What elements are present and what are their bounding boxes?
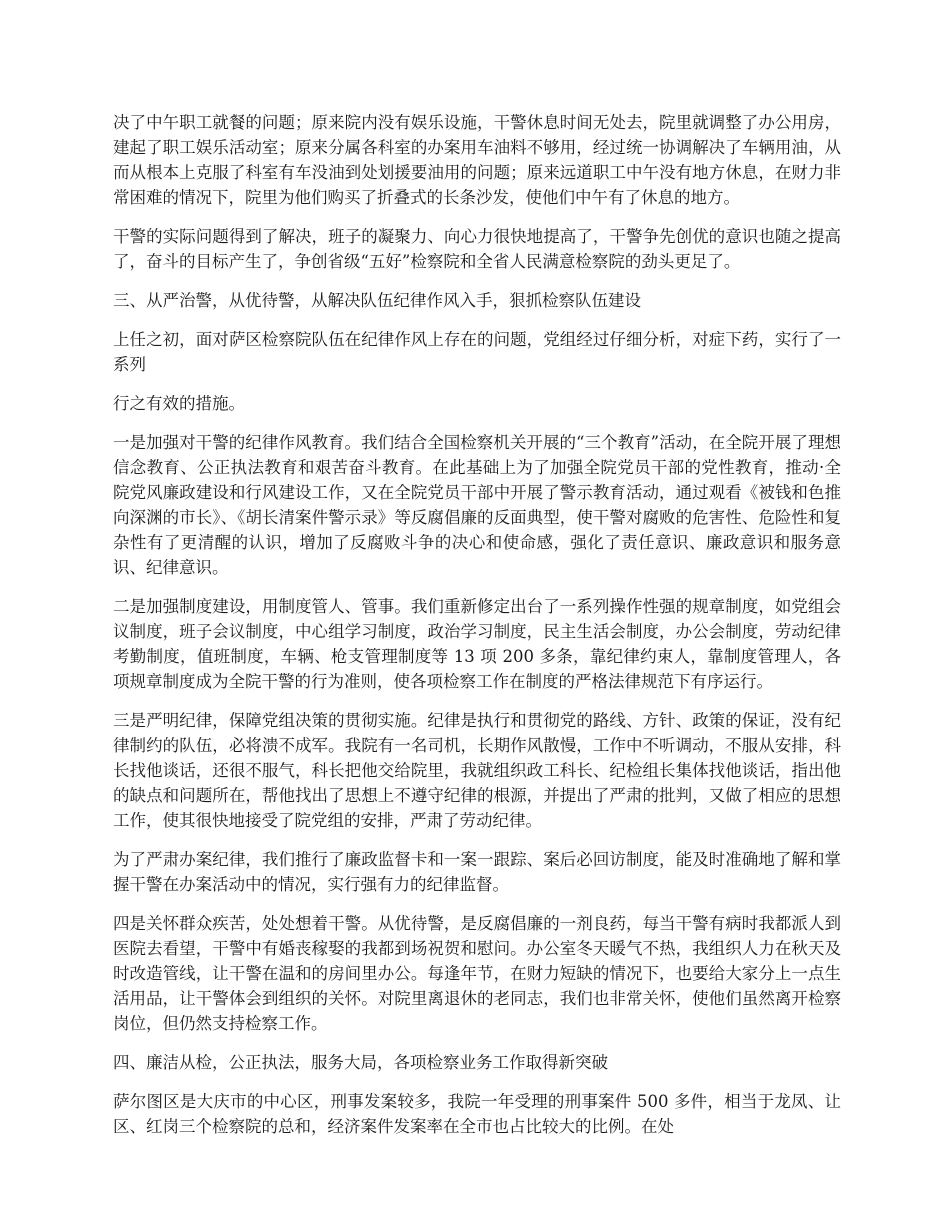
section-heading: 三、从严治警，从优待警，从解决队伍纪律作风入手，狠抓检察队伍建设 xyxy=(113,291,641,310)
paragraph: 干警的实际问题得到了解决，班子的凝聚力、向心力很快地提高了，干警争先创优的意识也随之提高了，奋斗的目标产生了，争创省级“五好”检察院和全省人民满意检察院的劲头更足了。 xyxy=(113,227,841,271)
paragraph: 三是严明纪律，保障党组决策的贯彻实施。纪律是执行和贯彻党的路线、方针、政策的保证，没有纪律制约的队伍，必将溃不成军。我院有一名司机，长期作风散慢，工作中不听调动，不服从安排，科长找他谈话，还很不服气，科长把他交给院里，我就组织政工科长、纪检组长集体找他谈话，指出他的缺点和问题所在，帮他找出了思想上不遵守纪律的根源，并提出了严肃的批判，又做了相应的思想工作，使其很快地接受了院党组的安排，严肃了劳动纪律。 xyxy=(113,711,841,830)
paragraph: 决了中午职工就餐的问题；原来院内没有娱乐设施，干警休息时间无处去，院里就调整了办公用房，建起了职工娱乐活动室；原来分属各科室的办案用车油料不够用，经过统一协调解决了车辆用油，从而从根本上克服了科室有车没油到处划援要油用的问题；原来远道职工中午没有地方休息，在财力非常困难的情况下，院里为他们购买了折叠式的长条沙发，使他们中午有了休息的地方。 xyxy=(113,113,841,207)
paragraph: 上任之初，面对萨区检察院队伍在纪律作风上存在的问题，党组经过仔细分析，对症下药，实行了一系列 xyxy=(113,330,841,374)
paragraph: 为了严肃办案纪律，我们推行了廉政监督卡和一案一跟踪、案后必回访制度，能及时准确地了解和掌握干警在办案活动中的情况，实行强有力的纪律监督。 xyxy=(113,850,841,894)
paragraph: 二是加强制度建设，用制度管人、管事。我们重新修定出台了一系列操作性强的规章制度，如党组会议制度，班子会议制度，中心组学习制度，政治学习制度，民主生活会制度，办公会制度，劳动纪律考勤制度，值班制度，车辆、枪支管理制度等 13 项 200 多条，靠纪律约束人，靠制度管理人，各项规章制度成为全院干警的行为准则，使各项检察工作在制度的严格法律规范下有序运行。 xyxy=(113,597,841,691)
paragraph: 四是关怀群众疾苦，处处想着干警。从优待警，是反腐倡廉的一剂良药，每当干警有病时我都派人到医院去看望，干警中有婚丧稼娶的我都到场祝贺和慰问。办公室冬天暖气不热，我组织人力在秋天及时改造管线，让干警在温和的房间里办公。每逢年节，在财力短缺的情况下，也要给大家分上一点生活用品，让干警体会到组织的关怀。对院里离退休的老同志，我们也非常关怀，使他们虽然离开检察岗位，但仍然支持检察工作。 xyxy=(113,914,841,1033)
paragraph: 一是加强对干警的纪律作风教育。我们结合全国检察机关开展的“三个教育”活动，在全院开展了理想信念教育、公正执法教育和艰苦奋斗教育。在此基础上为了加强全院党员干部的党性教育，推动·全院党风廉政建设和行风建设工作，又在全院党员干部中开展了警示教育活动，通过观看《被钱和色推向深渊的市长》、《胡长清案件警示录》等反腐倡廉的反面典型，使干警对腐败的危害性、危险性和复杂性有了更清醒的认识，增加了反腐败斗争的决心和使命感，强化了责任意识、廉政意识和服务意识、纪律意识。 xyxy=(113,433,841,577)
section-heading: 四、廉洁从检，公正执法，服务大局，各项检察业务工作取得新突破 xyxy=(113,1053,608,1072)
paragraph: 行之有效的措施。 xyxy=(113,394,245,413)
paragraph: 萨尔图区是大庆市的中心区，刑事发案较多，我院一年受理的刑事案件 500 多件，相当于龙凤、让区、红岗三个检察院的总和，经济案件发案率在全市也占比较大的比例。在处 xyxy=(113,1092,841,1136)
document-body xyxy=(113,110,841,1153)
